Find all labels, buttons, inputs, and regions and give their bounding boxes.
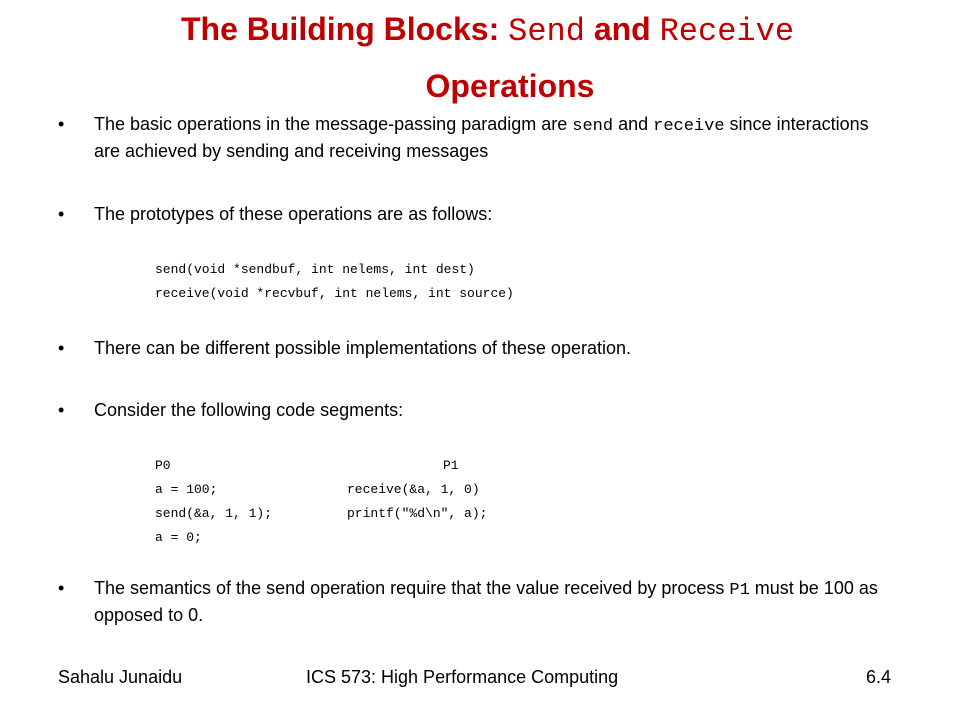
slide-title <box>0 4 960 111</box>
title-line2: Operations <box>425 68 595 104</box>
bullet-dot: • <box>58 578 65 598</box>
bullet-dot: • <box>58 114 65 134</box>
code-p0-line-2: send(&a, 1, 1); <box>155 506 273 521</box>
bullet-1-part-c: since interactions are achieved by sending and receiving messages <box>94 114 869 161</box>
bullet-dot: • <box>58 204 65 224</box>
bullet-dot: • <box>58 338 65 358</box>
bullet-2-text: The prototypes of these operations are as follows: <box>94 204 493 224</box>
title-and: and <box>584 11 660 47</box>
code-p1-header: P1 <box>443 458 459 473</box>
bullet-4-text: Consider the following code segments: <box>94 400 404 420</box>
prototype-send: send(void *sendbuf, int nelems, int dest) <box>155 262 475 277</box>
title-receive: Receive <box>659 13 795 50</box>
footer-author: Sahalu Junaidu <box>58 667 183 687</box>
bullet-1-send: send <box>572 117 614 136</box>
bullet-5-text <box>94 576 894 627</box>
code-p0-header: P0 <box>155 458 171 473</box>
bullet-1-receive: receive <box>653 117 725 136</box>
title-send: Send <box>508 13 585 50</box>
bullet-5-part-b: must be 100 as opposed to 0. <box>94 578 878 625</box>
bullet-1-part-a: The basic operations in the message-passing paradigm are <box>94 114 573 134</box>
code-p1-line-2: printf("%d\n", a); <box>347 506 488 521</box>
footer-course: ICS 573: High Performance Computing <box>306 667 619 687</box>
bullet-3-text: There can be different possible implementations of these operation. <box>94 338 631 358</box>
title-prefix: The Building Blocks: <box>180 11 509 47</box>
code-p0-line-3: a = 0; <box>155 530 202 545</box>
bullet-1-part-b: and <box>613 114 654 134</box>
prototype-receive: receive(void *recvbuf, int nelems, int source) <box>155 286 514 301</box>
bullet-dot: • <box>58 400 65 420</box>
bullet-5-p1: P1 <box>729 581 750 600</box>
footer-page-number: 6.4 <box>866 667 892 687</box>
code-p1-line-1: receive(&a, 1, 0) <box>347 482 480 497</box>
code-p0-line-1: a = 100; <box>155 482 218 497</box>
bullet-5-part-a: The semantics of the send operation require that the value received by process <box>94 578 730 598</box>
bullet-1-text <box>94 112 894 163</box>
